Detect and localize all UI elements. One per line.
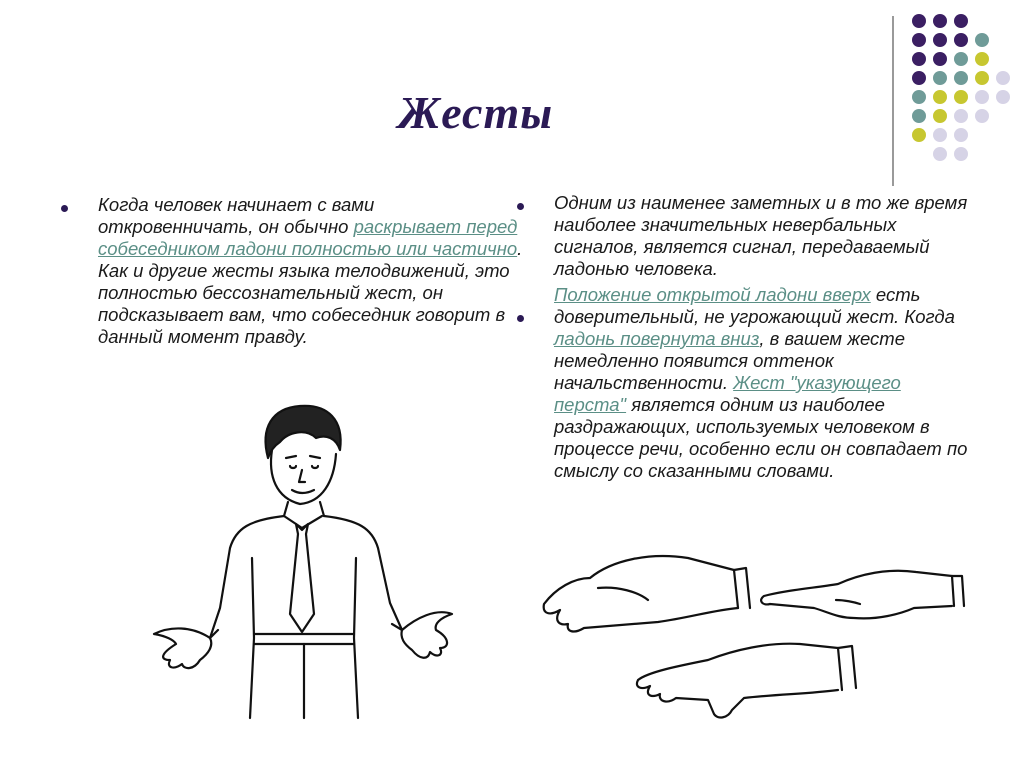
link-palm-down[interactable]: ладонь повернута вниз: [554, 328, 760, 349]
decorative-dot: [933, 71, 947, 85]
decorative-dot: [954, 109, 968, 123]
decorative-dot: [975, 109, 989, 123]
right-text-3: является одним из наиболее раздражающих, используемых человеком в процессе речи, особенно если он совпадает по смыслу со сказанными словами.: [554, 394, 968, 481]
right-text-block: [554, 192, 974, 482]
decorative-dot: [933, 33, 947, 47]
right-paragraph-1: Одним из наименее заметных и в то же время наиболее значительных невербальных сигналов, является сигнал, передаваемый ладонью человека.: [554, 192, 968, 279]
decorative-dot: [912, 14, 926, 28]
decorative-dot: [933, 147, 947, 161]
decorative-dot: [954, 33, 968, 47]
decorative-dot: [933, 128, 947, 142]
hand-gestures-illustration: [538, 548, 968, 723]
decorative-dot: [954, 52, 968, 66]
decorative-dot: [975, 52, 989, 66]
decorative-dot: [933, 109, 947, 123]
decorative-dot: [954, 90, 968, 104]
decorative-dot: [996, 71, 1010, 85]
decorative-dot-grid: [912, 14, 1004, 164]
decorative-dot: [933, 90, 947, 104]
left-text-2: . Как и другие жесты языка телодвижений, это полностью бессознательный жест, он подсказывает вам, что собеседник говорит в данный момент правду.: [98, 238, 523, 347]
left-paragraph: [98, 194, 523, 348]
link-pointing-finger[interactable]: Жест "указующего перста": [554, 372, 901, 415]
link-palm-up[interactable]: Положение открытой ладони вверх: [554, 284, 871, 305]
decorative-dot: [954, 147, 968, 161]
man-open-palms-illustration: [140, 398, 470, 728]
decorative-dot: [912, 71, 926, 85]
decorative-dot: [975, 90, 989, 104]
decorative-dot: [933, 52, 947, 66]
decorative-dot: [954, 128, 968, 142]
link-open-palms[interactable]: раскрывает перед собеседником ладони полностью или частично: [98, 216, 518, 259]
bullet-left: [61, 205, 68, 212]
decorative-dot: [912, 52, 926, 66]
decorative-dot: [996, 90, 1010, 104]
decorative-dot: [975, 33, 989, 47]
right-paragraph-2: [554, 284, 974, 482]
decorative-dot: [912, 109, 926, 123]
right-text-2: , в вашем жесте немедленно появится оттенок начальственности.: [554, 328, 906, 393]
left-text-1: Когда человек начинает с вами откровенничать, он обычно: [98, 194, 375, 237]
bullet-right-1: [517, 203, 524, 210]
decorative-divider: [892, 16, 894, 186]
decorative-dot: [954, 14, 968, 28]
decorative-dot: [954, 71, 968, 85]
decorative-dot: [912, 90, 926, 104]
decorative-dot: [933, 14, 947, 28]
slide-title: Жесты: [398, 87, 554, 138]
decorative-dot: [912, 33, 926, 47]
right-text-1: есть доверительный, не угрожающий жест. Когда: [554, 284, 955, 327]
left-text-block: [98, 194, 523, 348]
bullet-right-2: [517, 315, 524, 322]
decorative-dot: [912, 128, 926, 142]
decorative-dot: [975, 71, 989, 85]
